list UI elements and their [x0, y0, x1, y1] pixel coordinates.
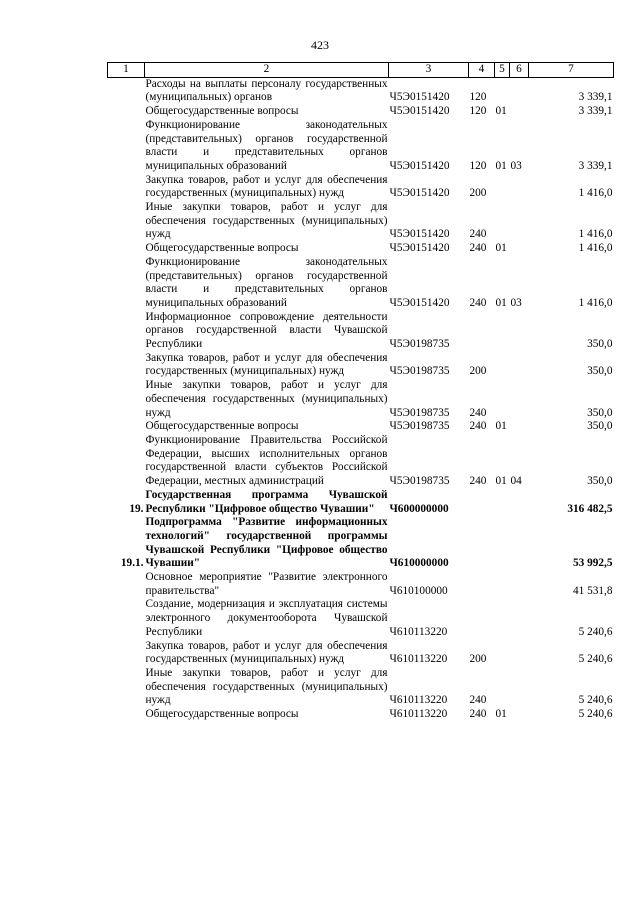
target-article-code: Ч610113220 — [389, 694, 448, 707]
amount-value: 1 416,0 — [578, 296, 613, 309]
section-code — [495, 77, 510, 105]
row-number — [108, 105, 145, 119]
table-row — [108, 434, 614, 489]
page-number: 423 — [311, 38, 329, 52]
row-description: Государственная программа Чувашской Республики "Цифровое общество Чувашии" — [145, 488, 388, 515]
expense-type-code: 240 — [469, 406, 487, 419]
row-number — [108, 311, 145, 352]
col-2-header: 2 — [145, 63, 389, 78]
subsection-code — [510, 242, 529, 256]
subsection-code — [510, 489, 529, 516]
row-number — [108, 119, 145, 174]
subsection-code — [510, 598, 529, 639]
row-number — [108, 571, 145, 598]
target-article-code: Ч5Э0151420 — [389, 159, 450, 172]
amount-value: 350,0 — [587, 338, 613, 351]
amount-value: 350,0 — [587, 475, 613, 488]
target-article-code: Ч5Э0198735 — [389, 338, 450, 351]
section-code: 01 — [495, 475, 507, 488]
target-article-code: Ч610000000 — [389, 557, 449, 570]
section-code: 01 — [495, 420, 507, 433]
row-description: Информационное сопровождение деятельности органов государственной власти Чувашской Республики — [145, 310, 388, 351]
target-article-code: Ч5Э0198735 — [389, 420, 450, 433]
row-number — [108, 379, 145, 420]
amount-value: 1 416,0 — [578, 228, 613, 241]
subsection-code — [510, 420, 529, 434]
row-description: Общегосударственные вопросы — [145, 105, 299, 118]
expense-type-code — [469, 571, 495, 598]
table-row — [108, 242, 614, 256]
row-description: Функционирование законодательных (представительных) органов государственной власти и представительных органов муниципальных образований — [145, 118, 388, 172]
row-number — [108, 201, 145, 242]
expense-type-code — [469, 598, 495, 639]
target-article-code: Ч610100000 — [389, 584, 448, 597]
amount-value: 1 416,0 — [578, 187, 613, 200]
row-number — [108, 174, 145, 201]
subsection-code — [510, 571, 529, 598]
target-article-code: Ч5Э0198735 — [389, 406, 450, 419]
row-number — [108, 352, 145, 379]
subsection-code — [510, 516, 529, 571]
section-code — [495, 571, 510, 598]
expense-type-code: 120 — [469, 105, 487, 118]
expense-type-code: 120 — [469, 91, 487, 104]
table-row — [108, 105, 614, 119]
target-article-code: Ч5Э0151420 — [389, 91, 450, 104]
row-number — [108, 640, 145, 667]
target-article-code: Ч5Э0151420 — [389, 228, 450, 241]
row-description: Закупка товаров, работ и услуг для обеспечения государственных (муниципальных) нужд — [145, 639, 388, 666]
expense-type-code: 240 — [469, 708, 487, 721]
row-description: Создание, модернизация и эксплуатация системы электронного документооборота Чувашской Республики — [145, 598, 388, 638]
col-6-header: 6 — [510, 63, 529, 78]
col-3-header: 3 — [389, 63, 469, 78]
section-code — [495, 489, 510, 516]
table-row — [108, 708, 614, 722]
section-code: 01 — [495, 105, 507, 118]
section-code: 01 — [495, 296, 507, 309]
section-code — [495, 201, 510, 242]
section-code — [495, 311, 510, 352]
row-number — [108, 667, 145, 708]
target-article-code: Ч610113220 — [389, 708, 448, 721]
amount-value: 53 992,5 — [572, 557, 613, 570]
amount-value: 5 240,6 — [578, 625, 613, 638]
amount-value: 5 240,6 — [578, 694, 613, 707]
table-row — [108, 77, 614, 105]
section-code: 01 — [495, 242, 507, 255]
subsection-code — [510, 311, 529, 352]
expense-type-code — [469, 311, 495, 352]
column-number-header — [108, 63, 614, 78]
subsection-code — [510, 640, 529, 667]
amount-value: 41 531,8 — [572, 584, 613, 597]
amount-value: 1 416,0 — [578, 242, 613, 255]
target-article-code: Ч5Э0198735 — [389, 475, 450, 488]
subsection-code — [510, 77, 529, 105]
subsection-code — [510, 379, 529, 420]
col-4-header: 4 — [469, 63, 495, 78]
section-code — [495, 516, 510, 571]
table-row — [108, 352, 614, 379]
row-number — [108, 708, 145, 722]
table-row — [108, 174, 614, 201]
amount-value: 3 339,1 — [578, 91, 613, 104]
target-article-code: Ч5Э0151420 — [389, 296, 450, 309]
col-7-header: 7 — [529, 63, 614, 78]
row-number — [108, 598, 145, 639]
target-article-code: Ч600000000 — [389, 502, 449, 515]
expense-type-code: 240 — [469, 475, 487, 488]
row-description: Общегосударственные вопросы — [145, 420, 299, 433]
row-description: Общегосударственные вопросы — [145, 708, 299, 721]
row-number — [108, 256, 145, 311]
target-article-code: Ч5Э0151420 — [389, 105, 450, 118]
section-code — [495, 640, 510, 667]
section-code: 01 — [495, 159, 507, 172]
amount-value: 5 240,6 — [578, 653, 613, 666]
expense-type-code: 240 — [469, 228, 487, 241]
row-number — [108, 434, 145, 489]
expense-type-code: 200 — [469, 187, 487, 200]
col-1-header: 1 — [108, 63, 145, 78]
table-row — [108, 201, 614, 242]
target-article-code: Ч5Э0198735 — [389, 365, 450, 378]
amount-value: 350,0 — [587, 365, 613, 378]
amount-value: 3 339,1 — [578, 105, 613, 118]
section-code — [495, 352, 510, 379]
amount-value: 350,0 — [587, 406, 613, 419]
table-row — [108, 598, 614, 639]
row-description: Основное мероприятие "Развитие электронного правительства" — [145, 571, 388, 597]
subsection-code — [510, 352, 529, 379]
row-description: Общегосударственные вопросы — [145, 242, 299, 255]
row-description: Подпрограмма "Развитие информационных технологий" государственной программы Чувашской Республики "Цифровое общество Чувашии" — [145, 516, 388, 570]
row-number: 19.1. — [120, 557, 144, 570]
expense-type-code: 200 — [469, 653, 487, 666]
expense-type-code: 120 — [469, 159, 487, 172]
amount-value: 3 339,1 — [578, 159, 613, 172]
section-code — [495, 174, 510, 201]
table-row — [108, 311, 614, 352]
expense-type-code: 200 — [469, 365, 487, 378]
section-code — [495, 598, 510, 639]
amount-value: 5 240,6 — [578, 708, 613, 721]
table-row — [108, 571, 614, 598]
section-code — [495, 667, 510, 708]
row-description: Закупка товаров, работ и услуг для обеспечения государственных (муниципальных) нужд — [145, 173, 388, 200]
expense-type-code: 240 — [469, 420, 487, 433]
table-row — [108, 256, 614, 311]
table-row — [108, 119, 614, 174]
table-row — [108, 489, 614, 516]
col-5-header: 5 — [495, 63, 510, 78]
section-code — [495, 379, 510, 420]
row-number — [108, 420, 145, 434]
target-article-code: Ч5Э0151420 — [389, 187, 450, 200]
target-article-code: Ч5Э0151420 — [389, 242, 450, 255]
table-row — [108, 516, 614, 571]
target-article-code: Ч610113220 — [389, 625, 448, 638]
row-description: Функционирование законодательных (представительных) органов государственной власти и представительных органов муниципальных образований — [145, 255, 388, 309]
amount-value: 316 482,5 — [567, 502, 613, 515]
table-row — [108, 420, 614, 434]
table-row — [108, 379, 614, 420]
subsection-code: 03 — [510, 159, 522, 172]
subsection-code: 04 — [510, 475, 522, 488]
row-description: Закупка товаров, работ и услуг для обеспечения государственных (муниципальных) нужд — [145, 351, 388, 378]
subsection-code — [510, 708, 529, 722]
amount-value: 350,0 — [587, 420, 613, 433]
row-number — [108, 242, 145, 256]
expense-type-code: 240 — [469, 694, 487, 707]
expense-type-code: 240 — [469, 296, 487, 309]
row-description: Иные закупки товаров, работ и услуг для обеспечения государственных (муниципальных) нужд — [145, 201, 388, 241]
subsection-code — [510, 201, 529, 242]
row-number — [108, 77, 145, 105]
expense-type-code — [469, 516, 495, 571]
row-number: 19. — [129, 502, 144, 515]
row-description: Иные закупки товаров, работ и услуг для обеспечения государственных (муниципальных) нужд — [145, 379, 388, 419]
expense-type-code: 240 — [469, 242, 487, 255]
target-article-code: Ч610113220 — [389, 653, 448, 666]
row-description: Функционирование Правительства Российской Федерации, высших исполнительных органов государственной власти субъектов Российской Федерации, местных администраций — [145, 433, 388, 488]
row-description: Иные закупки товаров, работ и услуг для обеспечения государственных (муниципальных) нужд — [145, 666, 388, 707]
table-row — [108, 667, 614, 708]
budget-table — [107, 62, 614, 722]
subsection-code — [510, 174, 529, 201]
expense-type-code — [469, 489, 495, 516]
section-code: 01 — [495, 708, 507, 721]
row-description: Расходы на выплаты персоналу государственных (муниципальных) органов — [145, 77, 388, 104]
subsection-code — [510, 667, 529, 708]
table-row — [108, 640, 614, 667]
subsection-code: 03 — [510, 296, 522, 309]
subsection-code — [510, 105, 529, 119]
